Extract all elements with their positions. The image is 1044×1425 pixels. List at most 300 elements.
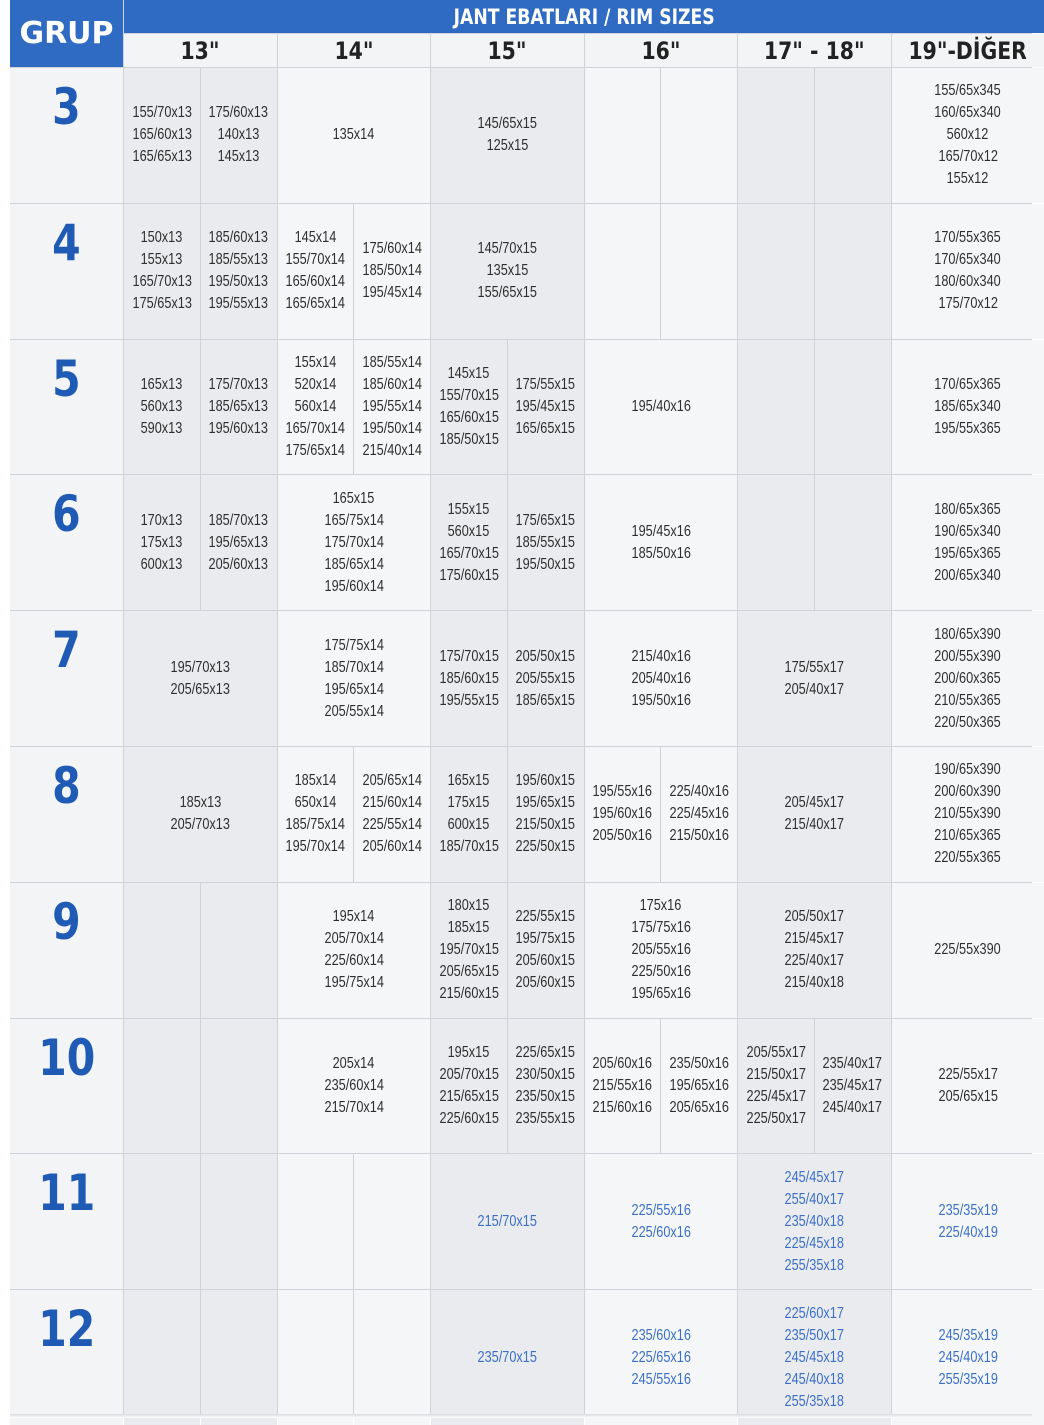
tire-size: 225/55x16 bbox=[631, 1200, 690, 1222]
size-header-label: 19"-DİĞER bbox=[909, 37, 1027, 65]
tire-size: 175x13 bbox=[141, 532, 183, 554]
size-cell bbox=[278, 747, 354, 882]
tire-size: 205/65x16 bbox=[669, 1097, 728, 1119]
empty-cell bbox=[201, 1019, 277, 1154]
size-cell bbox=[124, 475, 200, 610]
empty-cell bbox=[815, 340, 891, 475]
size-cell bbox=[585, 883, 738, 1018]
empty-cell bbox=[815, 475, 891, 610]
tire-size: 165/70x13 bbox=[132, 271, 191, 293]
size-cell bbox=[278, 611, 431, 746]
size-cell bbox=[585, 747, 661, 882]
tire-size: 185/70x13 bbox=[209, 510, 268, 532]
size-cell bbox=[431, 1019, 507, 1154]
size-list bbox=[202, 374, 274, 440]
tire-size: 255/35x18 bbox=[785, 1255, 844, 1277]
size-list bbox=[927, 499, 1008, 587]
tire-size: 200/55x390 bbox=[935, 646, 1001, 668]
size-list bbox=[318, 635, 390, 723]
size-list bbox=[433, 499, 505, 587]
size-header-14 bbox=[278, 34, 431, 67]
tire-size: 195/65x15 bbox=[516, 792, 575, 814]
empty-cell bbox=[124, 883, 200, 1018]
group-number bbox=[10, 747, 123, 882]
tire-size: 600x13 bbox=[141, 554, 183, 576]
size-cell bbox=[278, 475, 431, 610]
tire-size: 205/60x15 bbox=[516, 972, 575, 994]
size-cell bbox=[278, 1019, 431, 1154]
tire-size: 205/55x14 bbox=[324, 701, 383, 723]
tire-size: 225/55x15 bbox=[516, 906, 575, 928]
empty-cell bbox=[738, 68, 814, 203]
empty-cell bbox=[354, 1290, 430, 1425]
tire-size: 205/50x16 bbox=[593, 825, 652, 847]
size-list bbox=[328, 124, 379, 146]
tire-size: 205/55x17 bbox=[746, 1042, 805, 1064]
size-cell bbox=[892, 68, 1044, 203]
tire-size: 235/60x16 bbox=[631, 1325, 690, 1347]
tire-size: 215/70x14 bbox=[324, 1097, 383, 1119]
tire-size: 245/35x19 bbox=[938, 1325, 997, 1347]
size-list bbox=[509, 510, 581, 576]
tire-size: 195/55x14 bbox=[362, 396, 421, 418]
tire-size: 225/55x390 bbox=[935, 939, 1001, 961]
size-list bbox=[927, 227, 1008, 315]
empty-cell bbox=[201, 1154, 277, 1289]
size-cell bbox=[431, 475, 507, 610]
size-list bbox=[509, 374, 581, 440]
size-cell bbox=[278, 204, 354, 339]
tire-size: 205/55x15 bbox=[516, 668, 575, 690]
group-number bbox=[10, 1154, 123, 1289]
tire-size: 195/70x15 bbox=[439, 939, 498, 961]
tire-size: 225/65x16 bbox=[631, 1347, 690, 1369]
size-cell bbox=[354, 204, 430, 339]
tire-size: 170/65x365 bbox=[935, 374, 1001, 396]
tire-size: 205/60x13 bbox=[209, 554, 268, 576]
group-number-label: 9 bbox=[52, 897, 81, 947]
size-cell bbox=[738, 1019, 814, 1154]
tire-size: 235/40x17 bbox=[823, 1053, 882, 1075]
tire-size: 225/40x19 bbox=[938, 1222, 997, 1244]
tire-size: 235/40x18 bbox=[785, 1211, 844, 1233]
grup-header-label: GRUP bbox=[19, 16, 113, 51]
size-cell bbox=[431, 1154, 584, 1289]
empty-cell bbox=[738, 475, 814, 610]
tire-size: 155x15 bbox=[448, 499, 490, 521]
empty-cell bbox=[124, 1290, 200, 1425]
tire-size: 155/70x15 bbox=[439, 385, 498, 407]
tire-size: 185x13 bbox=[179, 792, 221, 814]
tire-size: 195/50x15 bbox=[516, 554, 575, 576]
tire-size: 165/60x14 bbox=[286, 271, 345, 293]
size-list bbox=[126, 102, 198, 168]
size-header-label: 13" bbox=[181, 37, 220, 65]
tire-size: 205/70x15 bbox=[439, 1064, 498, 1086]
tire-size: 245/55x16 bbox=[631, 1369, 690, 1391]
tire-size: 140x13 bbox=[218, 124, 260, 146]
size-list bbox=[164, 792, 236, 836]
size-cell bbox=[508, 611, 584, 746]
tire-size: 220/55x365 bbox=[935, 847, 1001, 869]
size-list bbox=[932, 1064, 1004, 1108]
size-cell bbox=[892, 1154, 1044, 1289]
tire-size: 215/40x17 bbox=[785, 814, 844, 836]
size-list bbox=[927, 374, 1008, 440]
tire-size: 205/45x17 bbox=[785, 792, 844, 814]
group-number-label: 11 bbox=[38, 1168, 95, 1218]
tire-size: 195/70x14 bbox=[286, 836, 345, 858]
group-number-label: 5 bbox=[52, 354, 81, 404]
tire-size: 215/60x15 bbox=[439, 983, 498, 1005]
size-cell bbox=[201, 340, 277, 475]
size-list bbox=[663, 1053, 735, 1119]
empty-cell bbox=[815, 68, 891, 203]
tire-size: 195/60x13 bbox=[209, 418, 268, 440]
tire-size: 195/65x16 bbox=[631, 983, 690, 1005]
tire-size: 205x14 bbox=[333, 1053, 375, 1075]
empty-cell bbox=[278, 1290, 354, 1425]
size-cell bbox=[508, 475, 584, 610]
size-header-13 bbox=[124, 34, 277, 67]
tire-size: 155x14 bbox=[295, 352, 337, 374]
size-list bbox=[356, 238, 428, 304]
group-number-label: 12 bbox=[38, 1304, 95, 1354]
size-cell bbox=[431, 340, 507, 475]
size-list bbox=[509, 770, 581, 858]
tire-size: 145/65x15 bbox=[478, 113, 537, 135]
tire-size: 210/55x390 bbox=[935, 803, 1001, 825]
size-list bbox=[927, 80, 1008, 190]
size-cell bbox=[892, 747, 1044, 882]
tire-size: 175/70x12 bbox=[938, 293, 997, 315]
size-list bbox=[318, 488, 390, 598]
tire-size: 165/60x15 bbox=[439, 407, 498, 429]
size-cell bbox=[508, 883, 584, 1018]
size-list bbox=[433, 363, 505, 451]
size-cell bbox=[201, 204, 277, 339]
tire-size: 145x15 bbox=[448, 363, 490, 385]
size-cell bbox=[585, 1290, 738, 1425]
tire-size: 135x15 bbox=[486, 260, 528, 282]
tire-size: 205/70x13 bbox=[171, 814, 230, 836]
size-cell bbox=[508, 1019, 584, 1154]
group-number-label: 6 bbox=[52, 489, 81, 539]
size-header-15 bbox=[431, 34, 584, 67]
tire-size: 165x15 bbox=[333, 488, 375, 510]
tire-size: 185/50x14 bbox=[362, 260, 421, 282]
tire-size: 215/70x15 bbox=[478, 1211, 537, 1233]
tire-size: 230/50x15 bbox=[516, 1064, 575, 1086]
tire-size: 195/70x13 bbox=[171, 657, 230, 679]
tire-size: 175/75x16 bbox=[631, 917, 690, 939]
tire-size: 185/70x15 bbox=[439, 836, 498, 858]
tire-size: 235/45x17 bbox=[823, 1075, 882, 1097]
tire-size: 195/55x13 bbox=[209, 293, 268, 315]
group-number bbox=[10, 340, 123, 475]
size-cell bbox=[124, 68, 200, 203]
size-list bbox=[471, 238, 543, 304]
tire-size: 225/45x16 bbox=[669, 803, 728, 825]
size-cell bbox=[431, 611, 507, 746]
size-cell bbox=[278, 883, 431, 1018]
size-list bbox=[932, 1200, 1004, 1244]
tire-size: 185/60x13 bbox=[209, 227, 268, 249]
tire-size: 235/60x14 bbox=[324, 1075, 383, 1097]
tire-size: 225/60x17 bbox=[785, 1303, 844, 1325]
tire-size: 215/60x14 bbox=[362, 792, 421, 814]
tire-size: 170x13 bbox=[141, 510, 183, 532]
tire-size: 205/65x15 bbox=[938, 1086, 997, 1108]
size-list bbox=[318, 1053, 390, 1119]
tire-size: 205/60x16 bbox=[593, 1053, 652, 1075]
size-cell bbox=[354, 340, 430, 475]
tire-size: 125x15 bbox=[486, 135, 528, 157]
tire-size: 215/40x14 bbox=[362, 440, 421, 462]
tire-size: 165/70x15 bbox=[439, 543, 498, 565]
tire-size: 235/50x16 bbox=[669, 1053, 728, 1075]
tire-size: 245/45x17 bbox=[785, 1167, 844, 1189]
tire-size: 225/60x16 bbox=[631, 1222, 690, 1244]
group-number-label: 10 bbox=[38, 1033, 95, 1083]
tire-size: 155/70x14 bbox=[286, 249, 345, 271]
size-cell bbox=[892, 1290, 1044, 1425]
tire-size: 225/40x17 bbox=[785, 950, 844, 972]
tire-size: 185/65x340 bbox=[935, 396, 1001, 418]
group-number-label: 3 bbox=[52, 82, 81, 132]
size-list bbox=[279, 770, 351, 858]
size-list bbox=[433, 895, 505, 1005]
tire-size: 175/75x14 bbox=[324, 635, 383, 657]
tire-size: 255/35x19 bbox=[938, 1369, 997, 1391]
tire-size: 165x15 bbox=[448, 770, 490, 792]
size-list bbox=[202, 227, 274, 315]
tire-size: 245/40x18 bbox=[785, 1369, 844, 1391]
tire-size: 160/65x340 bbox=[935, 102, 1001, 124]
group-number-label: 7 bbox=[52, 625, 81, 675]
size-cell bbox=[431, 68, 584, 203]
grup-header bbox=[10, 0, 123, 67]
size-cell bbox=[124, 340, 200, 475]
tire-size: 185/70x14 bbox=[324, 657, 383, 679]
tire-size: 180/65x365 bbox=[935, 499, 1001, 521]
size-cell bbox=[738, 1290, 891, 1425]
size-list bbox=[471, 1347, 543, 1369]
tire-size: 185/65x15 bbox=[516, 690, 575, 712]
tire-size: 150x13 bbox=[141, 227, 183, 249]
tire-size: 185/55x13 bbox=[209, 249, 268, 271]
empty-cell bbox=[124, 1154, 200, 1289]
group-number bbox=[10, 1290, 123, 1425]
tire-size: 195/50x16 bbox=[631, 690, 690, 712]
size-cell bbox=[815, 1019, 891, 1154]
tire-size: 185/50x15 bbox=[439, 429, 498, 451]
tire-size: 225/40x16 bbox=[669, 781, 728, 803]
tire-size: 215/40x18 bbox=[785, 972, 844, 994]
size-list bbox=[932, 1325, 1004, 1391]
size-cell bbox=[892, 475, 1044, 610]
tire-size: 185/60x14 bbox=[362, 374, 421, 396]
size-list bbox=[509, 646, 581, 712]
tire-size: 165/60x13 bbox=[132, 124, 191, 146]
tire-size: 195/45x15 bbox=[516, 396, 575, 418]
tire-size: 205/65x13 bbox=[171, 679, 230, 701]
size-cell bbox=[431, 204, 584, 339]
size-cell bbox=[431, 1290, 584, 1425]
tire-size: 200/60x390 bbox=[935, 781, 1001, 803]
size-cell bbox=[124, 611, 277, 746]
tire-size: 600x15 bbox=[448, 814, 490, 836]
size-cell bbox=[585, 1019, 661, 1154]
tire-size: 145/70x15 bbox=[478, 238, 537, 260]
tire-size: 165/65x15 bbox=[516, 418, 575, 440]
group-number bbox=[10, 1019, 123, 1154]
tire-size: 195/45x14 bbox=[362, 282, 421, 304]
tire-size: 190/65x340 bbox=[935, 521, 1001, 543]
tire-size: 170/65x340 bbox=[935, 249, 1001, 271]
tire-size: 205/70x14 bbox=[324, 928, 383, 950]
size-cell bbox=[201, 68, 277, 203]
tire-size: 225/55x17 bbox=[938, 1064, 997, 1086]
tire-size: 185/65x13 bbox=[209, 396, 268, 418]
tire-size: 560x14 bbox=[295, 396, 337, 418]
tire-size: 175/60x15 bbox=[439, 565, 498, 587]
table-bottom-shadow bbox=[10, 1414, 1032, 1418]
tire-size: 195/65x14 bbox=[324, 679, 383, 701]
tire-size: 225/45x17 bbox=[746, 1086, 805, 1108]
size-cell bbox=[892, 883, 1044, 1018]
tire-size: 650x14 bbox=[295, 792, 337, 814]
tire-size: 175x15 bbox=[448, 792, 490, 814]
group-number bbox=[10, 883, 123, 1018]
tire-size: 155/65x15 bbox=[478, 282, 537, 304]
tire-size: 155/70x13 bbox=[132, 102, 191, 124]
tire-size: 255/35x18 bbox=[785, 1391, 844, 1413]
tire-size: 195/75x14 bbox=[324, 972, 383, 994]
size-cell bbox=[124, 204, 200, 339]
size-list bbox=[164, 657, 236, 701]
tire-size: 195/60x14 bbox=[324, 576, 383, 598]
group-number-label: 4 bbox=[52, 218, 81, 268]
size-list bbox=[740, 1042, 812, 1130]
empty-cell bbox=[201, 883, 277, 1018]
tire-size: 190/65x390 bbox=[935, 759, 1001, 781]
size-cell bbox=[892, 204, 1044, 339]
size-list bbox=[778, 792, 850, 836]
tire-size: 185/60x15 bbox=[439, 668, 498, 690]
tire-size: 135x14 bbox=[333, 124, 375, 146]
tire-size: 560x13 bbox=[141, 396, 183, 418]
size-cell bbox=[738, 747, 891, 882]
size-cell bbox=[201, 475, 277, 610]
tire-size: 225/60x14 bbox=[324, 950, 383, 972]
size-header-label: 17" - 18" bbox=[764, 37, 865, 65]
size-cell bbox=[738, 883, 891, 1018]
tire-size: 195/55x365 bbox=[935, 418, 1001, 440]
tire-size: 560x12 bbox=[947, 124, 989, 146]
tire-size: 235/70x15 bbox=[478, 1347, 537, 1369]
tire-size: 195/65x16 bbox=[669, 1075, 728, 1097]
tire-size: 205/65x14 bbox=[362, 770, 421, 792]
tire-size: 215/50x16 bbox=[669, 825, 728, 847]
rim-size-table bbox=[10, 0, 1032, 1414]
tire-size: 205/50x17 bbox=[785, 906, 844, 928]
tire-size: 175/65x15 bbox=[516, 510, 575, 532]
tire-size: 185x15 bbox=[448, 917, 490, 939]
tire-size: 195/45x16 bbox=[631, 521, 690, 543]
tire-size: 145x13 bbox=[218, 146, 260, 168]
tire-size: 195/60x16 bbox=[593, 803, 652, 825]
size-list bbox=[778, 906, 850, 994]
tire-size: 180x15 bbox=[448, 895, 490, 917]
tire-size: 185/65x14 bbox=[324, 554, 383, 576]
tire-size: 235/55x15 bbox=[516, 1108, 575, 1130]
size-list bbox=[927, 624, 1008, 734]
tire-size: 165x13 bbox=[141, 374, 183, 396]
tire-size: 175/70x14 bbox=[324, 532, 383, 554]
tire-size: 185/55x14 bbox=[362, 352, 421, 374]
tire-size: 175/70x15 bbox=[439, 646, 498, 668]
tire-size: 225/45x18 bbox=[785, 1233, 844, 1255]
size-list bbox=[126, 227, 198, 315]
tire-size: 225/55x14 bbox=[362, 814, 421, 836]
size-header-label: 14" bbox=[334, 37, 373, 65]
tire-size: 200/65x340 bbox=[935, 565, 1001, 587]
size-list bbox=[778, 1167, 850, 1277]
size-list bbox=[279, 352, 351, 462]
tire-size: 520x14 bbox=[295, 374, 337, 396]
tire-size: 195/65x365 bbox=[935, 543, 1001, 565]
size-list bbox=[586, 1053, 658, 1119]
empty-cell bbox=[201, 1290, 277, 1425]
size-cell bbox=[892, 611, 1044, 746]
group-number bbox=[10, 68, 123, 203]
tire-size: 195/55x16 bbox=[593, 781, 652, 803]
empty-cell bbox=[354, 1154, 430, 1289]
size-cell bbox=[508, 747, 584, 882]
tire-size: 220/50x365 bbox=[935, 712, 1001, 734]
empty-cell bbox=[738, 340, 814, 475]
tire-size: 165/65x13 bbox=[132, 146, 191, 168]
size-header-label: 16" bbox=[641, 37, 680, 65]
size-list bbox=[433, 1042, 505, 1130]
tire-size: 165/70x12 bbox=[938, 146, 997, 168]
size-cell bbox=[738, 1154, 891, 1289]
group-number bbox=[10, 475, 123, 610]
tire-size: 195/50x14 bbox=[362, 418, 421, 440]
tire-size: 205/40x16 bbox=[631, 668, 690, 690]
tire-size: 225/50x16 bbox=[631, 961, 690, 983]
tire-size: 215/45x17 bbox=[785, 928, 844, 950]
tire-size: 195/55x15 bbox=[439, 690, 498, 712]
tire-size: 185/50x16 bbox=[631, 543, 690, 565]
size-list bbox=[471, 1211, 543, 1233]
tire-size: 235/50x15 bbox=[516, 1086, 575, 1108]
size-list bbox=[509, 1042, 581, 1130]
tire-size: 175/60x13 bbox=[209, 102, 268, 124]
size-list bbox=[202, 510, 274, 576]
group-number bbox=[10, 204, 123, 339]
tire-size: 195x15 bbox=[448, 1042, 490, 1064]
size-cell bbox=[278, 68, 431, 203]
tire-size: 170/55x365 bbox=[935, 227, 1001, 249]
size-header-19-other bbox=[892, 34, 1044, 67]
size-cell bbox=[738, 611, 891, 746]
tire-size: 225/50x17 bbox=[746, 1108, 805, 1130]
tire-size: 235/35x19 bbox=[938, 1200, 997, 1222]
tire-size: 205/65x15 bbox=[439, 961, 498, 983]
size-cell bbox=[585, 475, 738, 610]
